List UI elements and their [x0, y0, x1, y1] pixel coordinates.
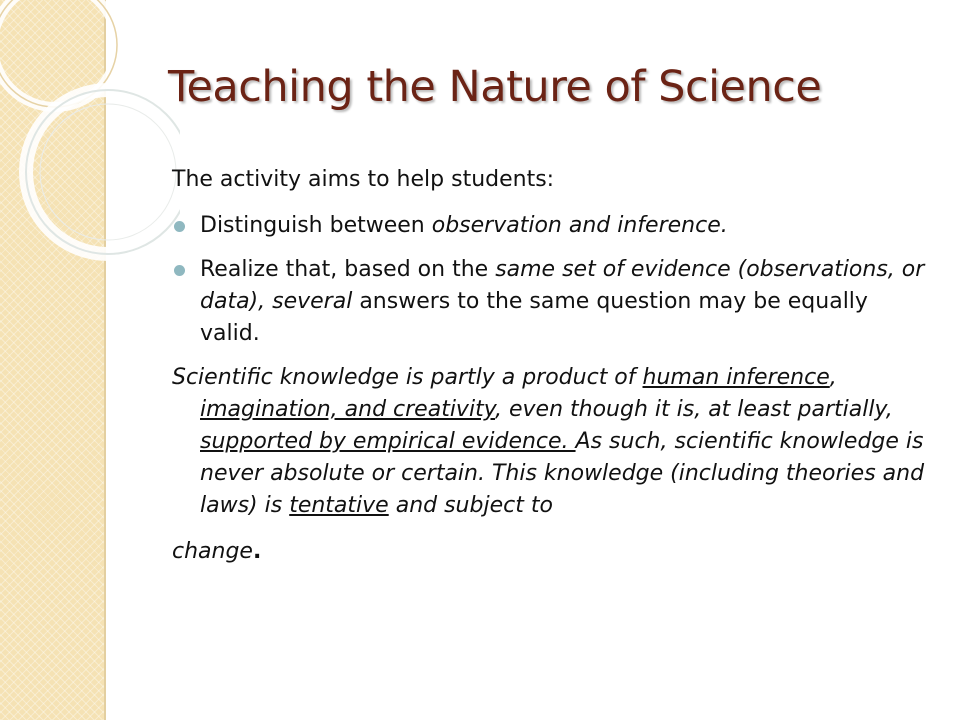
underlined-phrase: tentative	[289, 493, 389, 518]
para-text: As such, scientific knowledge is never absolute or certain. This knowledge (including theories and laws) is	[200, 429, 925, 518]
para-period: .	[252, 539, 262, 564]
bullet-text: Realize that, based on the	[200, 257, 496, 282]
bullet-emphasis: same set of evidence (observations, or data), several	[200, 257, 925, 314]
underlined-phrase: supported by empirical evidence.	[200, 429, 576, 454]
underlined-phrase: imagination, and creativity	[200, 397, 496, 422]
nature-of-science-paragraph	[172, 362, 932, 568]
para-text: Scientific knowledge is partly a product of	[172, 365, 643, 390]
para-last-line	[172, 536, 262, 568]
bullet-text: Distinguish between	[200, 213, 432, 238]
bullet-dot-icon	[174, 221, 185, 232]
bullet-dot-icon	[174, 265, 185, 276]
bullet-item-distinguish	[172, 210, 932, 242]
para-text: , even though it is, at least partially,	[495, 397, 893, 422]
para-text: ,	[829, 365, 837, 390]
bullet-list	[172, 210, 932, 350]
para-text: change	[172, 539, 253, 564]
underlined-phrase: human inference	[642, 365, 830, 390]
bullet-text: answers to the same question may be equally valid.	[200, 289, 868, 346]
bullet-item-realize	[172, 254, 932, 350]
decorative-rings-icon	[0, 0, 180, 280]
bullet-emphasis: observation and inference.	[431, 213, 728, 238]
slide-title: Teaching the Nature of Science	[168, 62, 822, 112]
slide-content	[172, 164, 932, 568]
intro-text: The activity aims to help students:	[172, 167, 555, 192]
para-text: and subject to	[388, 493, 553, 518]
